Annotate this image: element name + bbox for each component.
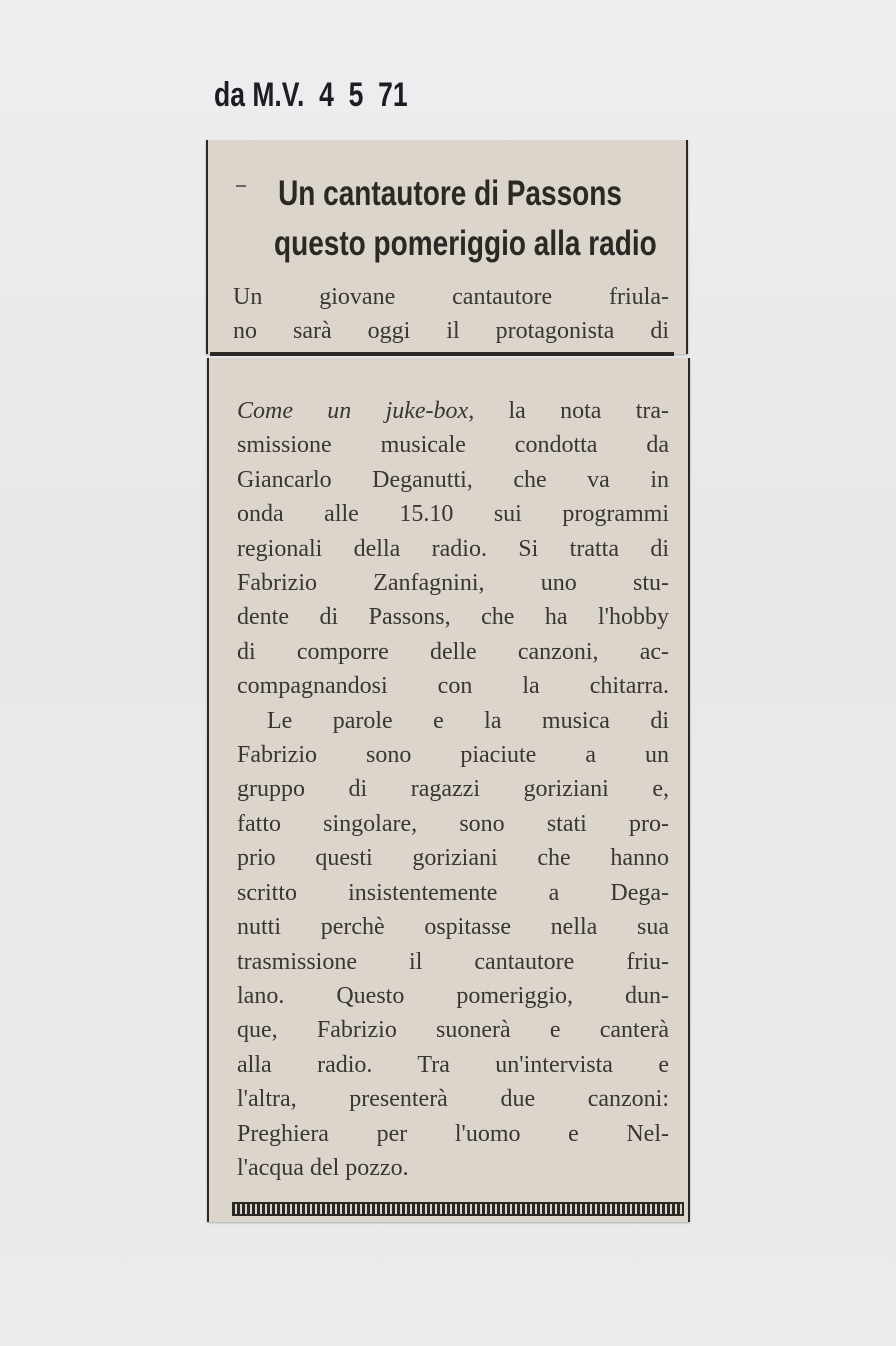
body-line: Preghiera per l'uomo e Nel- <box>237 1120 669 1147</box>
archive-date-stamp: da M.V. 4 5 71 <box>214 76 408 114</box>
body-line: trasmissione il cantautore friu- <box>237 948 669 975</box>
body-line: gruppo di ragazzi goriziani e, <box>237 776 669 803</box>
body-line <box>237 394 669 428</box>
body-line: smissione musicale condotta da <box>237 432 669 459</box>
body-line: fatto singolare, sono stati pro- <box>237 810 669 837</box>
program-title: Come un juke-box <box>237 398 469 424</box>
cut-divider <box>210 352 674 356</box>
end-rule <box>232 1202 684 1216</box>
headline-dash <box>236 185 246 187</box>
body-line: Fabrizio sono piaciute a un <box>237 742 669 769</box>
body-line: compagnandosi con la chitarra. <box>237 673 669 700</box>
lead-line: Un giovane cantautore friula- <box>233 284 669 310</box>
body-line: lano. Questo pomeriggio, dun- <box>237 982 669 1009</box>
body-line: scritto insistentemente a Dega- <box>237 879 669 906</box>
lead-paragraph <box>233 280 669 349</box>
body-line: que, Fabrizio suonerà e canterà <box>237 1017 669 1044</box>
body-line: l'altra, presenterà due canzoni: <box>237 1086 669 1113</box>
body-line: regionali della radio. Si tratta di <box>237 535 669 562</box>
body-line: alla radio. Tra un'intervista e <box>237 1051 669 1078</box>
body-line: prio questi goriziani che hanno <box>237 845 669 872</box>
article-body <box>237 394 669 1185</box>
lead-line: no sarà oggi il protagonista di <box>233 318 669 345</box>
body-line: nutti perchè ospitasse nella sua <box>237 914 669 941</box>
headline-line-1: Un cantautore di Passons <box>278 174 622 213</box>
body-line-rest: , la nota tra- <box>468 398 669 424</box>
headline-line-2: questo pomeriggio alla radio <box>274 224 657 263</box>
body-line: di comporre delle canzoni, ac- <box>237 638 669 665</box>
body-line: dente di Passons, che ha l'hobby <box>237 604 669 631</box>
body-line: Fabrizio Zanfagnini, uno stu- <box>237 570 669 597</box>
body-line: Giancarlo Deganutti, che va in <box>237 466 669 493</box>
body-line: l'acqua del pozzo. <box>237 1154 409 1181</box>
body-line: Le parole e la musica di <box>267 707 669 734</box>
body-line: onda alle 15.10 sui programmi <box>237 501 669 528</box>
